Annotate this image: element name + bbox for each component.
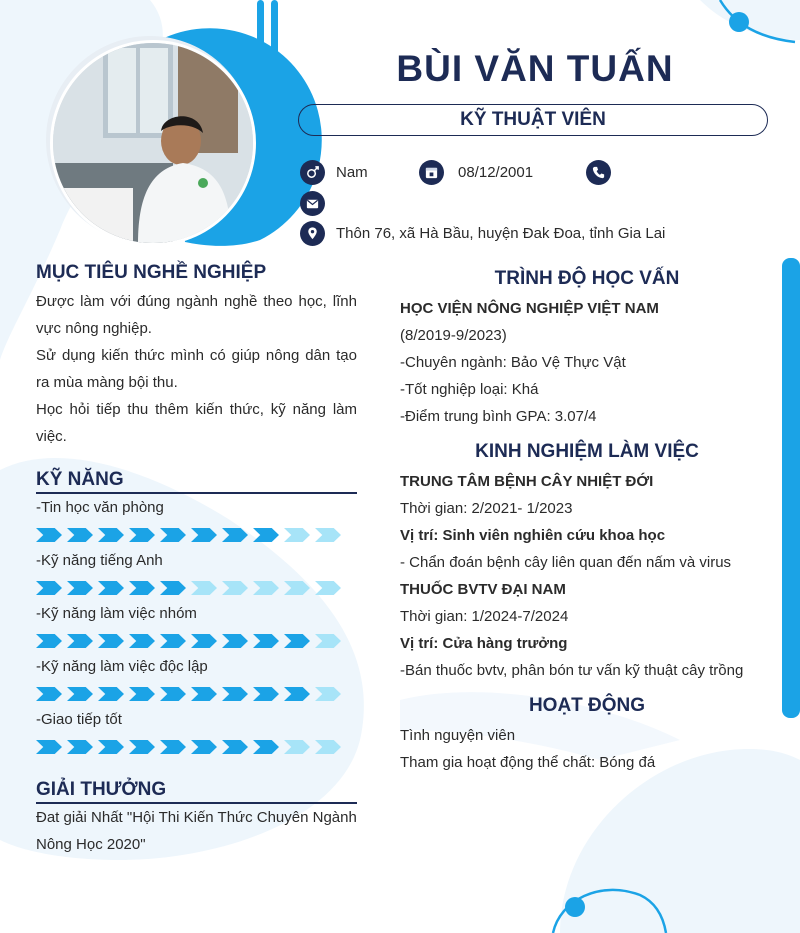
education-major: -Chuyên ngành: Bảo Vệ Thực Vật [400,354,626,371]
skill-level-filled [36,581,62,595]
skill-level-filled [191,528,217,542]
skill-label: -Kỹ năng làm việc độc lập [36,658,208,675]
skill-level-filled [253,687,279,701]
skill-level-filled [67,528,93,542]
objective-heading: MỤC TIÊU NGHỀ NGHIỆP [36,262,267,283]
skill-level-filled [253,528,279,542]
job-position: Vị trí: Cửa hàng trưởng [400,635,568,652]
skills-heading: KỸ NĂNG [36,469,124,490]
job-time: Thời gian: 1/2024-7/2024 [400,608,569,625]
skill-level-empty [284,528,310,542]
skill-level-filled [160,634,186,648]
candidate-name: BÙI VĂN TUẤN [396,48,674,89]
skill-level-filled [36,634,62,648]
skill-level-filled [98,528,124,542]
skill-level-filled [98,740,124,754]
objective-paragraph-3: Học hỏi tiếp thu thêm kiến thức, kỹ năng làm việc. [36,401,357,445]
job-description: -Bán thuốc bvtv, phân bón tư vấn kỹ thuật cây trồng [400,662,744,679]
objective-paragraph-2: Sử dụng kiến thức mình có giúp nông dân tạo ra mùa màng bội thu. [36,347,357,391]
phone-icon [586,160,611,185]
skill-level-filled [67,687,93,701]
skill-level-filled [98,634,124,648]
skill-level-filled [129,528,155,542]
education-gpa: -Điểm trung bình GPA: 3.07/4 [400,408,597,425]
skill-level-filled [98,687,124,701]
avatar [50,40,256,246]
skill-level-empty [284,740,310,754]
skill-bar [36,581,341,595]
skill-level-filled [67,634,93,648]
skill-level-filled [160,528,186,542]
email-icon [300,191,325,216]
job-description: - Chẩn đoán bệnh cây liên quan đến nấm và virus [400,554,732,571]
skill-level-filled [191,687,217,701]
calendar-icon [419,160,444,185]
skill-level-filled [253,740,279,754]
skill-level-filled [191,740,217,754]
skill-level-filled [160,687,186,701]
education-period: (8/2019-9/2023) [400,327,507,344]
skill-level-empty [253,581,279,595]
skill-label: -Giao tiếp tốt [36,711,122,728]
skill-level-empty [315,634,341,648]
skill-level-filled [253,634,279,648]
skill-label: -Tin học văn phòng [36,499,164,516]
avatar-photo [53,43,253,243]
activity-item: Tham gia hoạt động thể chất: Bóng đá [400,754,656,771]
education-grade: -Tốt nghiệp loại: Khá [400,381,539,398]
skill-level-filled [36,687,62,701]
skill-level-filled [36,528,62,542]
skill-level-filled [222,740,248,754]
awards-heading: GIẢI THƯỞNG [36,779,167,800]
skill-level-empty [315,687,341,701]
birthday-value: 08/12/2001 [458,164,534,181]
activity-item: Tình nguyện viên [400,727,516,744]
job-time: Thời gian: 2/2021- 1/2023 [400,500,573,517]
skill-bar [36,528,341,542]
skill-level-filled [160,581,186,595]
skill-level-filled [160,740,186,754]
gender-value: Nam [336,164,368,181]
skill-bar [36,687,341,701]
education-school: HỌC VIỆN NÔNG NGHIỆP VIỆT NAM [400,300,659,317]
skill-label: -Kỹ năng làm việc nhóm [36,605,197,622]
skill-level-filled [284,687,310,701]
skill-level-empty [284,581,310,595]
skill-level-filled [67,740,93,754]
location-icon [300,221,325,246]
skill-level-filled [129,581,155,595]
job-company: THUỐC BVTV ĐẠI NAM [400,581,566,598]
skills-divider [36,492,357,494]
awards-text: Đat giải Nhất "Hội Thi Kiến Thức Chuyên Ngành Nông Học 2020" [36,809,357,853]
skill-label: -Kỹ năng tiếng Anh [36,552,163,569]
skill-level-filled [191,634,217,648]
skill-level-filled [98,581,124,595]
skill-level-filled [222,687,248,701]
experience-heading: KINH NGHIỆM LÀM VIỆC [475,441,699,462]
skill-level-empty [315,528,341,542]
skill-level-empty [222,581,248,595]
education-heading: TRÌNH ĐỘ HỌC VẤN [494,268,680,289]
skill-level-empty [315,740,341,754]
skill-level-filled [129,687,155,701]
address-value: Thôn 76, xã Hà Bầu, huyện Đak Đoa, tỉnh Gia Lai [336,225,666,242]
objective-paragraph-1: Được làm với đúng ngành nghề theo học, lĩnh vực nông nghiệp. [36,293,357,337]
gender-icon [300,160,325,185]
activities-heading: HOẠT ĐỘNG [528,695,646,716]
skill-bar [36,740,341,754]
skill-level-filled [67,581,93,595]
skill-level-filled [222,528,248,542]
skill-level-filled [284,634,310,648]
skill-level-filled [222,634,248,648]
job-position: Vị trí: Sinh viên nghiên cứu khoa học [400,527,666,544]
skill-bar [36,634,341,648]
job-company: TRUNG TÂM BỆNH CÂY NHIỆT ĐỚI [400,473,654,490]
job-title: KỸ THUẬT VIÊN [298,104,768,136]
skill-level-filled [36,740,62,754]
skill-level-filled [129,634,155,648]
skill-level-filled [129,740,155,754]
skill-level-empty [191,581,217,595]
skill-level-empty [315,581,341,595]
